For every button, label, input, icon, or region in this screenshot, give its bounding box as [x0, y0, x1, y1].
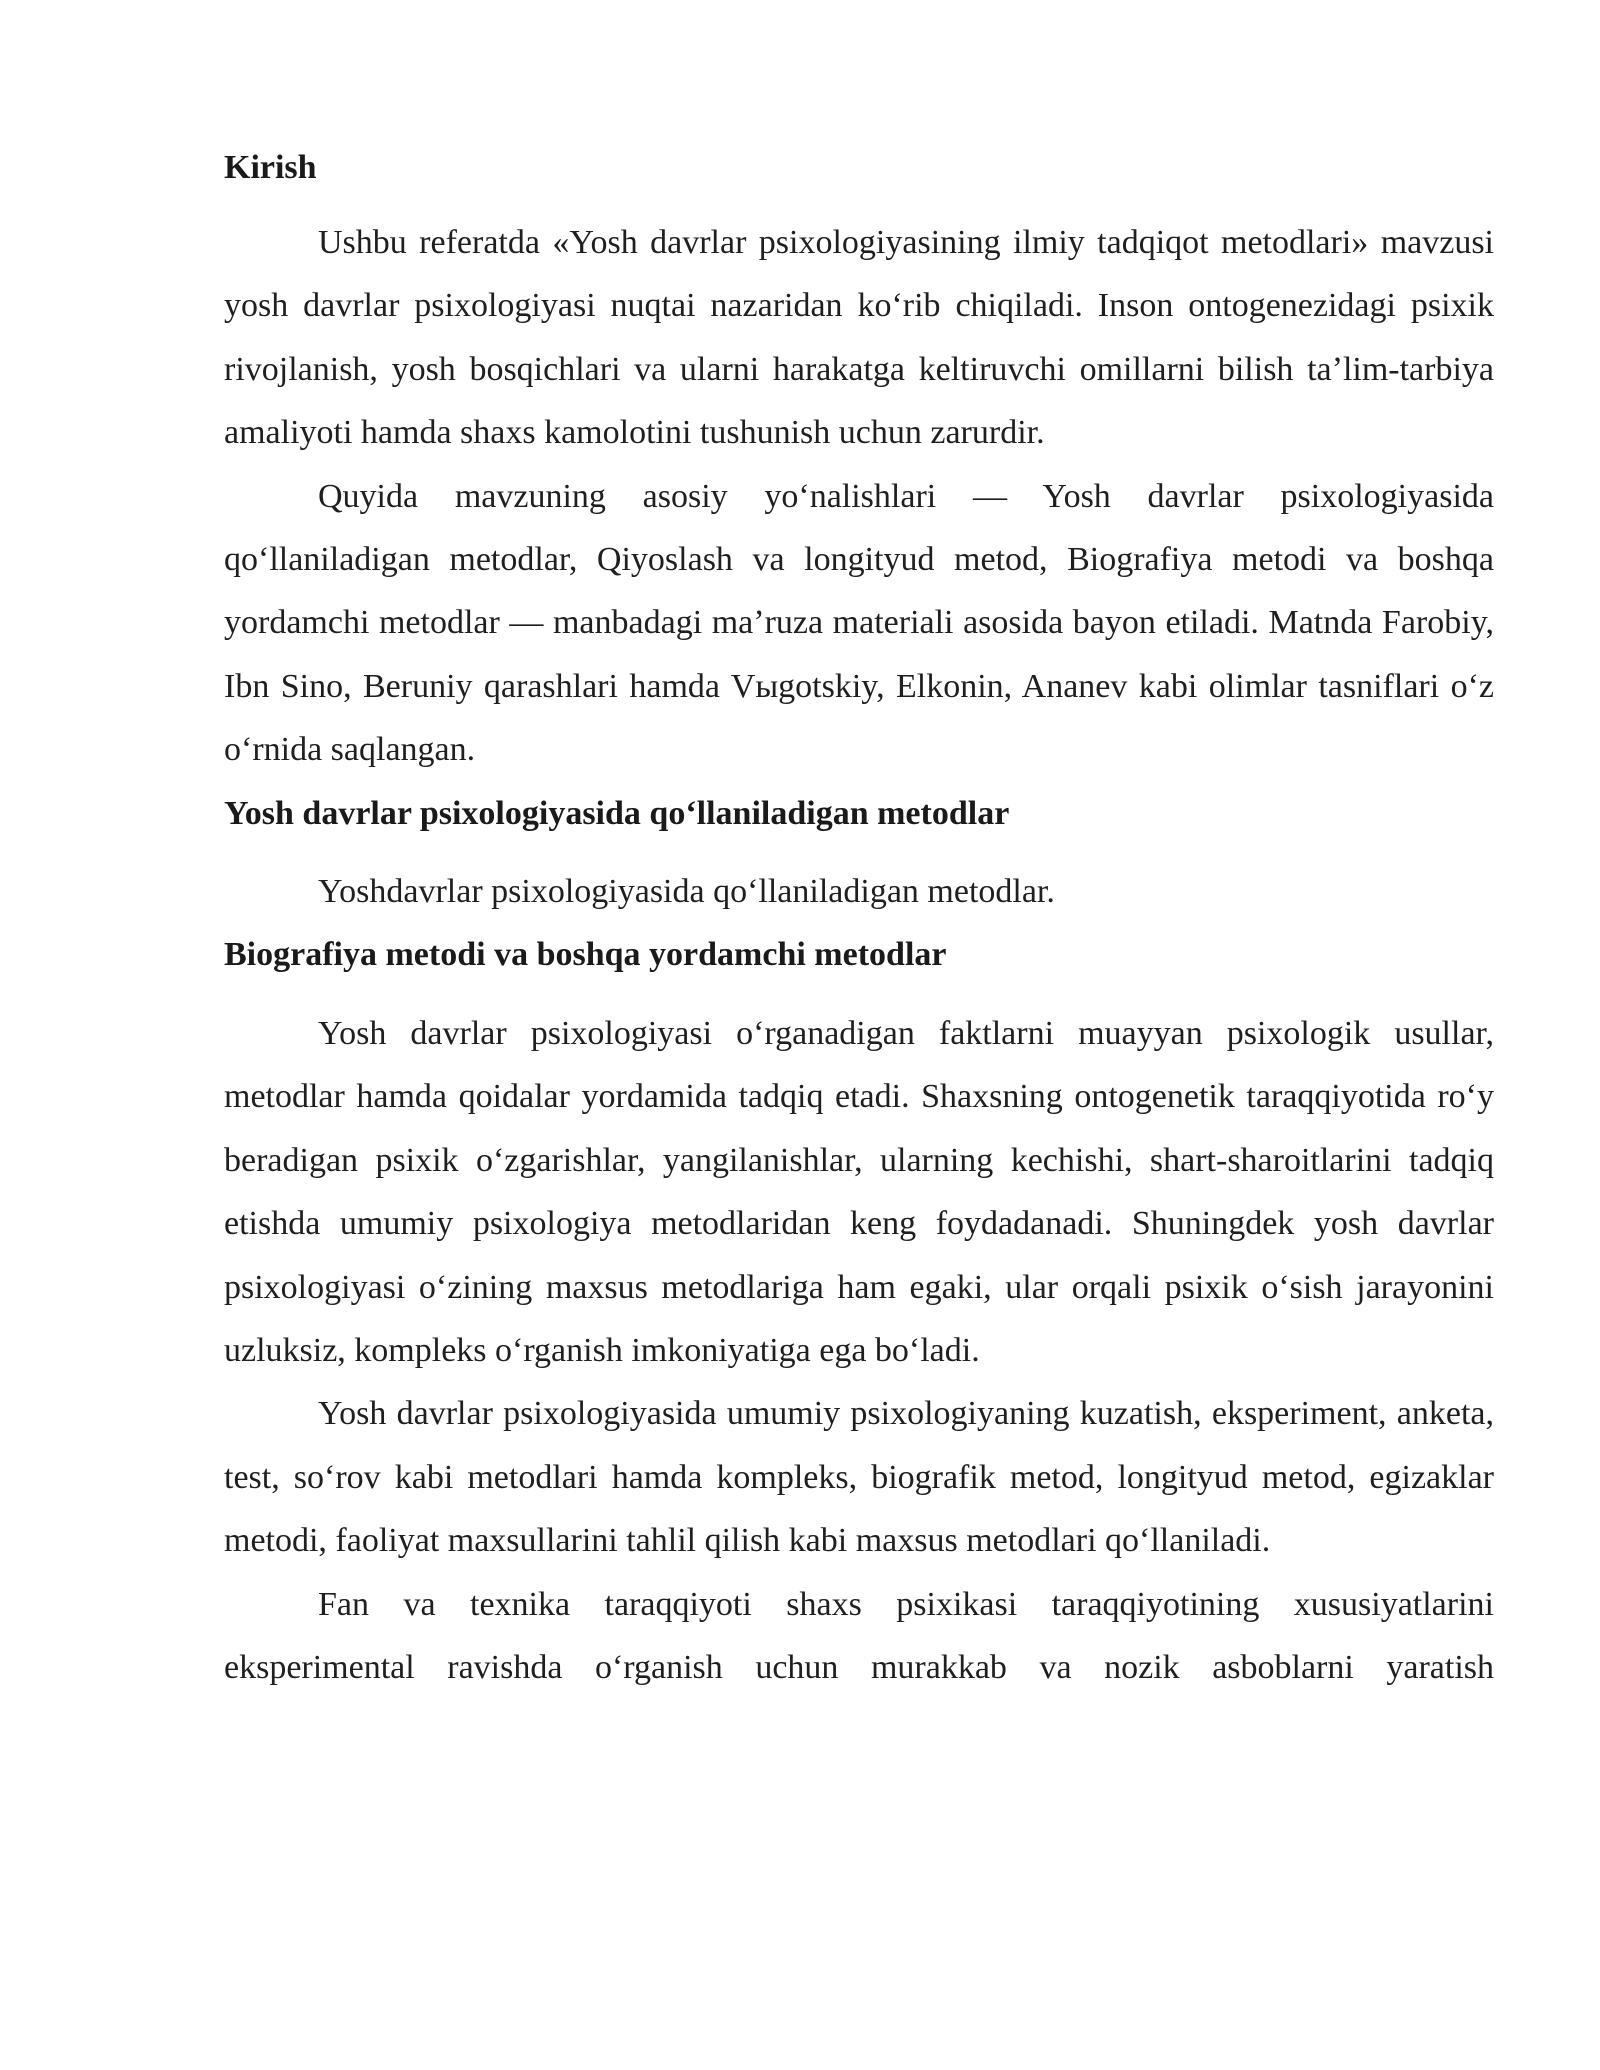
biography-paragraph-2: Yosh davrlar psixologiyasida umumiy psixologiyaning kuzatish, eksperiment, anketa, test, soʻrov kabi metodlari hamda kompleks, biografik metod, longityud metod, egizaklar metodi, faoliyat maxsullarini tahlil qilish kabi maxsus metodlari qoʻllaniladi.: [224, 1395, 1494, 1560]
document-page: [224, 140, 1494, 1699]
intro-paragraph-1: Ushbu referatda «Yosh davrlar psixologiyasining ilmiy tadqiqot metodlari» mavzusi yosh davrlar psixologiyasi nuqtai nazaridan koʻrib chiqiladi. Inson ontogenezidagi psixik rivojlanish, yosh bosqichlari va ularni harakatga keltiruvchi omillarni bilish taʼlim-tarbiya amaliyoti hamda shaxs kamolotini tushunish uchun zarurdir.: [224, 224, 1494, 452]
methods-paragraph-1: Yoshdavrlar psixologiyasida qoʻllaniladigan metodlar.: [318, 873, 1055, 911]
heading-biography: Biografiya metodi va boshqa yordamchi metodlar: [224, 936, 947, 974]
heading-methods: Yosh davrlar psixologiyasida qoʻllaniladigan metodlar: [224, 794, 1010, 832]
heading-intro: Kirish: [224, 149, 317, 186]
biography-paragraph-3: Fan va texnika taraqqiyoti shaxs psixikasi taraqqiyotining xususiyatlarini eksperimental ravishda oʻrganish uchun murakkab va nozik asboblarni yaratish: [224, 1585, 1494, 1686]
intro-paragraph-2: Quyida mavzuning asosiy yoʻnalishlari — Yosh davrlar psixologiyasida qoʻllaniladigan metodlar, Qiyoslash va longityud metod, Biografiya metodi va boshqa yordamchi metodlar — manbadagi maʼruza materiali asosida bayon etiladi. Matnda Farobiy, Ibn Sino, Beruniy qarashlari hamda Vыgotskiy, Elkonin, Ananev kabi olimlar tasniflari oʻz oʻrnida saqlangan.: [224, 477, 1494, 769]
biography-paragraph-1: Yosh davrlar psixologiyasi oʻrganadigan faktlarni muayyan psixologik usullar, metodlar hamda qoidalar yordamida tadqiq etadi. Shaxsning ontogenetik taraqqiyotida roʻy beradigan psixik oʻzgarishlar, yangilanishlar, ularning kechishi, shart-sharoitlarini tadqiq etishda umumiy psixologiya metodlaridan keng foydadanadi. Shuningdek yosh davrlar psixologiyasi oʻzining maxsus metodlariga ham egaki, ular orqali psixik oʻsish jarayonini uzluksiz, kompleks oʻrganish imkoniyatiga ega boʻladi.: [224, 1014, 1494, 1369]
